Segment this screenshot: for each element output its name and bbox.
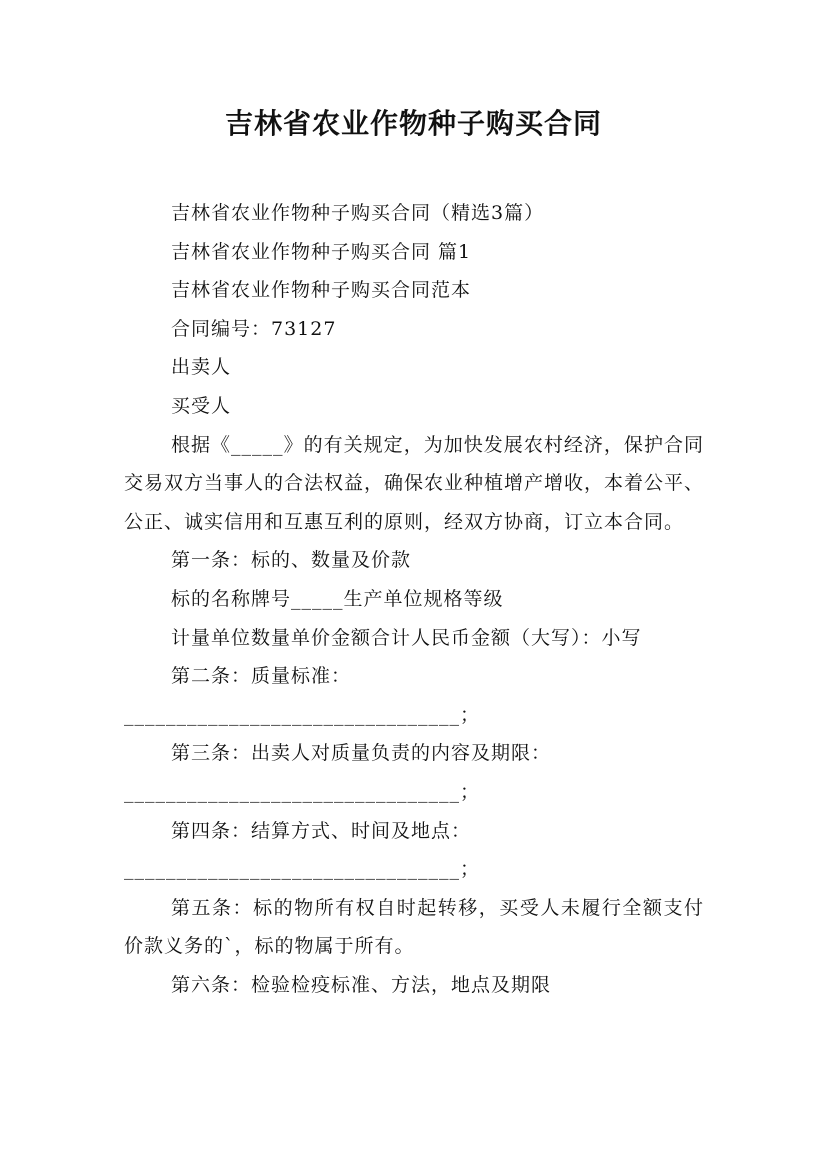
preamble-paragraph: 根据《_____》的有关规定，为加快发展农村经济，保护合同交易双方当事人的合法权益，确保农业种植增产增收，本着公平、公正、诚实信用和互惠互利的原则，经双方协商，订立本合同。 (124, 433, 705, 533)
article-1-heading: 第一条：标的、数量及价款 (171, 549, 412, 572)
collection-title-paragraph: 吉林省农业作物种子购买合同（精选3篇） (171, 202, 545, 224)
article-2-heading: 第二条：质量标准： (171, 665, 352, 688)
document-title: 吉林省农业作物种子购买合同 (224, 107, 602, 140)
article-3-heading: 第三条：出卖人对质量负责的内容及期限： (171, 742, 552, 765)
article-6-heading: 第六条：检验检疫标准、方法，地点及期限 (171, 973, 552, 996)
seller-label: 出卖人 (171, 356, 232, 379)
article-3-blank-line: ________________________________； (124, 780, 481, 803)
article-1-fields-line-a: 标的名称牌号_____生产单位规格等级 (171, 587, 504, 610)
contract-number: 合同编号：73127 (171, 317, 337, 340)
article-1-fields-line-b: 计量单位数量单价金额合计人民币金额（大写）：小写 (171, 626, 642, 649)
article-4-heading: 第四条：结算方式、时间及地点： (171, 819, 472, 842)
template-heading: 吉林省农业作物种子购买合同范本 (171, 279, 472, 302)
buyer-label: 买受人 (171, 394, 232, 417)
article-4-blank-line: ________________________________； (124, 858, 481, 881)
article-5-paragraph: 第五条：标的物所有权自时起转移，买受人未履行全额支付价款义务的`，标的物属于所有。 (124, 896, 704, 958)
article-2-blank-line: ________________________________； (124, 703, 481, 726)
document-body (124, 194, 704, 1004)
part-1-heading: 吉林省农业作物种子购买合同 篇1 (171, 240, 472, 263)
